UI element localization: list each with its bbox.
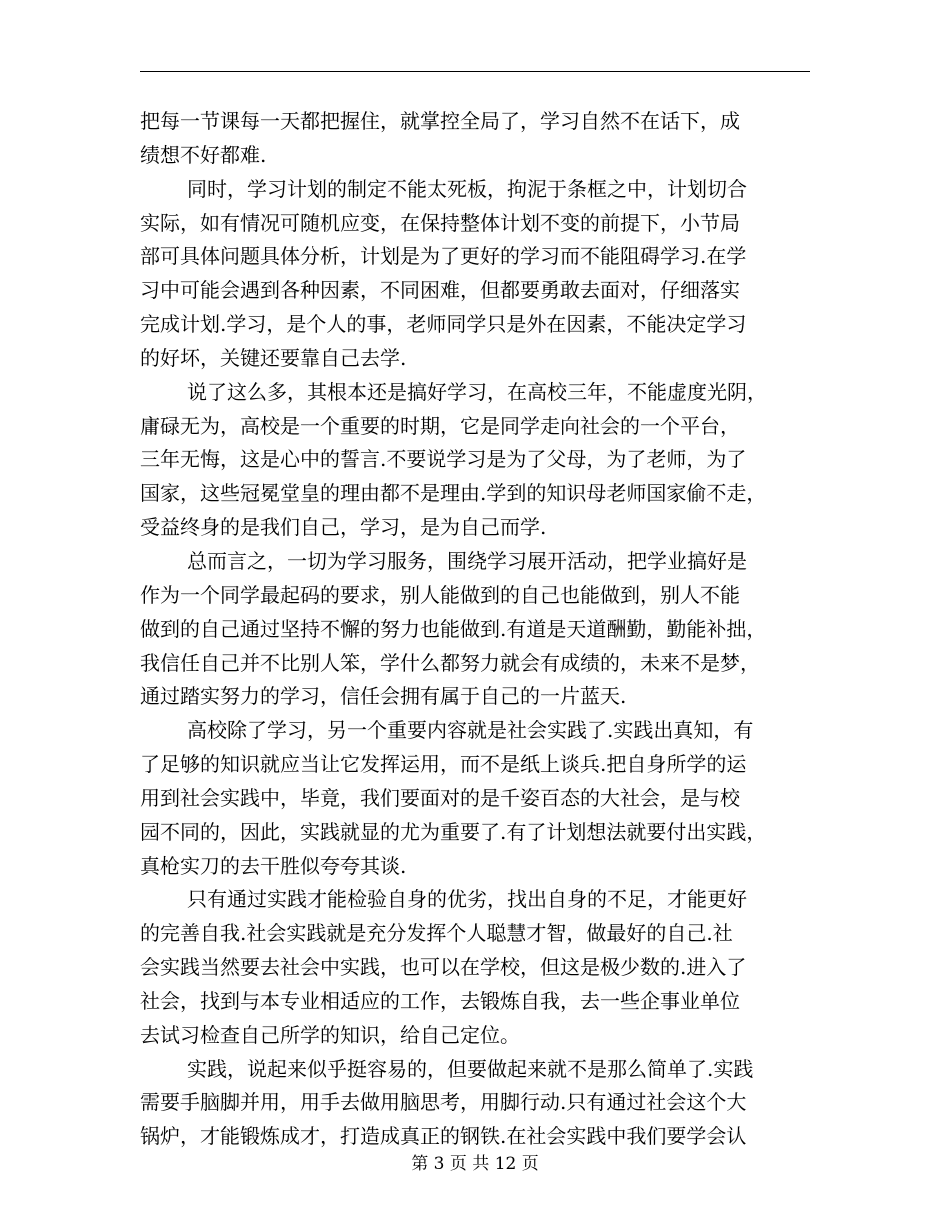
text-line: 实践，说起来似乎挺容易的，但要做起来就不是那么简单了.实践 xyxy=(187,1056,754,1081)
text-line: 作为一个同学最起码的要求，别人能做到的自己也能做到，别人不能 xyxy=(140,582,740,607)
text-line: 的完善自我.社会实践就是充分发挥个人聪慧才智，做最好的自己.社 xyxy=(140,921,733,946)
text-line: 庸碌无为，高校是一个重要的时期，它是同学走向社会的一个平台， xyxy=(140,413,740,438)
text-line: 我信任自己并不比别人笨，学什么都努力就会有成绩的，未来不是梦， xyxy=(140,650,760,675)
text-line: 国家，这些冠冕堂皇的理由都不是理由.学到的知识母老师国家偷不走， xyxy=(140,481,767,506)
text-line: 把每一节课每一天都把握住，就掌控全局了，学习自然不在话下，成 xyxy=(140,109,740,133)
text-line: 的好坏，关键还要靠自己去学. xyxy=(140,345,407,370)
text-line: 做到的自己通过坚持不懈的努力也能做到.有道是天道酬勤，勤能补拙， xyxy=(140,616,767,641)
header-rule xyxy=(140,71,810,72)
text-line: 了足够的知识就应当让它发挥运用，而不是纸上谈兵.把自身所学的运 xyxy=(140,752,747,777)
text-line: 同时，学习计划的制定不能太死板，拘泥于条框之中，计划切合 xyxy=(187,176,747,201)
text-line: 说了这么多，其根本还是搞好学习，在高校三年，不能虚度光阴， xyxy=(187,379,767,404)
text-line: 高校除了学习，另一个重要内容就是社会实践了.实践出真知，有 xyxy=(187,718,754,743)
text-line: 通过踏实努力的学习，信任会拥有属于自己的一片蓝天. xyxy=(140,684,627,709)
text-line: 去试习检查自己所学的知识，给自己定位。 xyxy=(140,1022,520,1047)
text-line: 部可具体问题具体分析，计划是为了更好的学习而不能阻碍学习.在学 xyxy=(140,244,747,269)
text-line: 会实践当然要去社会中实践，也可以在学校，但这是极少数的.进入了 xyxy=(140,955,747,980)
document-body xyxy=(140,105,812,1154)
text-line: 需要手脑脚并用，用手去做用脑思考，用脚行动.只有通过社会这个大 xyxy=(140,1090,747,1115)
text-line: 园不同的，因此，实践就显的尤为重要了.有了计划想法就要付出实践， xyxy=(140,819,767,844)
text-line: 完成计划.学习，是个人的事，老师同学只是外在因素，不能决定学习 xyxy=(140,312,747,337)
text-line: 社会，找到与本专业相适应的工作，去锻炼自我，去一些企事业单位 xyxy=(140,988,740,1013)
text-line: 真枪实刀的去干胜似夸夸其谈. xyxy=(140,853,407,878)
text-line: 总而言之，一切为学习服务，围绕学习展开活动，把学业搞好是 xyxy=(187,548,747,573)
text-line: 用到社会实践中，毕竟，我们要面对的是千姿百态的大社会，是与校 xyxy=(140,785,740,810)
text-line: 受益终身的是我们自己，学习，是为自己而学. xyxy=(140,515,547,540)
page-number-footer: 第 3 页 共 12 页 xyxy=(411,1154,539,1174)
text-line: 锅炉，才能锻炼成才，打造成真正的钢铁.在社会实践中我们要学会认 xyxy=(140,1124,747,1149)
text-line: 只有通过实践才能检验自身的优劣，找出自身的不足，才能更好 xyxy=(187,887,747,912)
text-line: 习中可能会遇到各种因素，不同困难，但都要勇敢去面对，仔细落实 xyxy=(140,278,740,303)
text-line: 实际，如有情况可随机应变，在保持整体计划不变的前提下，小节局 xyxy=(140,210,740,235)
text-line: 绩想不好都难. xyxy=(140,142,267,167)
text-line: 三年无悔，这是心中的誓言.不要说学习是为了父母，为了老师，为了 xyxy=(140,447,747,472)
